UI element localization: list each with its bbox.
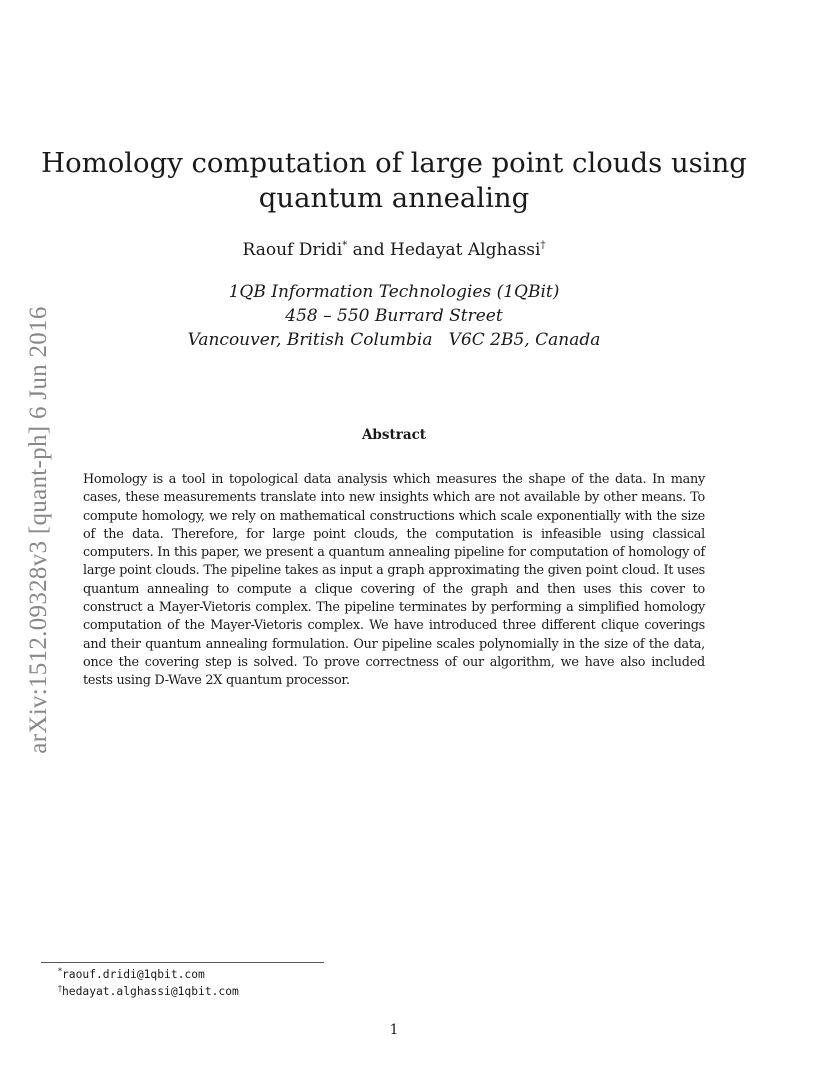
affiliation-block xyxy=(40,280,748,352)
affiliation-line: 1QB Information Technologies (1QBit) xyxy=(228,282,560,302)
footnote-email: raouf.dridi@1qbit.com xyxy=(62,968,205,981)
footnote-marker: † xyxy=(540,240,546,251)
footnotes xyxy=(58,966,239,1000)
abstract-body: Homology is a tool in topological data analysis which measures the shape of the data. In many cases, these measurements translate into new insights which are not available by other means. To compute homology, we rely on mathematical constructions which scale exponentially with the size of the data. Therefore, for large point clouds, the computation is infeasible using classical computers. In this paper, we present a quantum annealing pipeline for computation of homology of large point clouds. The pipeline takes as input a graph approximating the given point cloud. It uses quantum annealing to compute a clique covering of the graph and then uses this cover to construct a Mayer-Vietoris complex. The pipeline terminates by performing a simplified homology computation of the Mayer-Vietoris complex. We have introduced three different clique coverings and their quantum annealing formulation. Our pipeline scales polynomially in the size of the data, once the covering step is solved. To prove correctness of our algorithm, we have also included tests using D-Wave 2X quantum processor. xyxy=(83,472,705,689)
affiliation-line: Vancouver, British Columbia V6C 2B5, Canada xyxy=(187,330,601,350)
affiliation-line: 458 – 550 Burrard Street xyxy=(285,306,503,326)
arxiv-identifier-stamp: arXiv:1512.09328v3 [quant-ph] 6 Jun 2016 xyxy=(25,306,52,754)
footnote xyxy=(58,966,239,983)
footnote xyxy=(58,983,239,1000)
paper-title: Homology computation of large point clouds using quantum annealing xyxy=(41,147,747,214)
author-name: Hedayat Alghassi xyxy=(390,240,541,260)
footnote-marker: † xyxy=(58,984,62,993)
footnote-rule xyxy=(41,962,324,963)
footnote-email: hedayat.alghassi@1qbit.com xyxy=(62,985,239,998)
footnote-marker: * xyxy=(58,967,62,976)
author-conjunction: and xyxy=(347,240,391,260)
author-name: Raouf Dridi xyxy=(242,240,343,260)
footnote-marker: * xyxy=(342,240,348,251)
page-number: 1 xyxy=(389,1022,399,1038)
abstract-heading: Abstract xyxy=(361,427,427,443)
author-list xyxy=(40,238,748,262)
